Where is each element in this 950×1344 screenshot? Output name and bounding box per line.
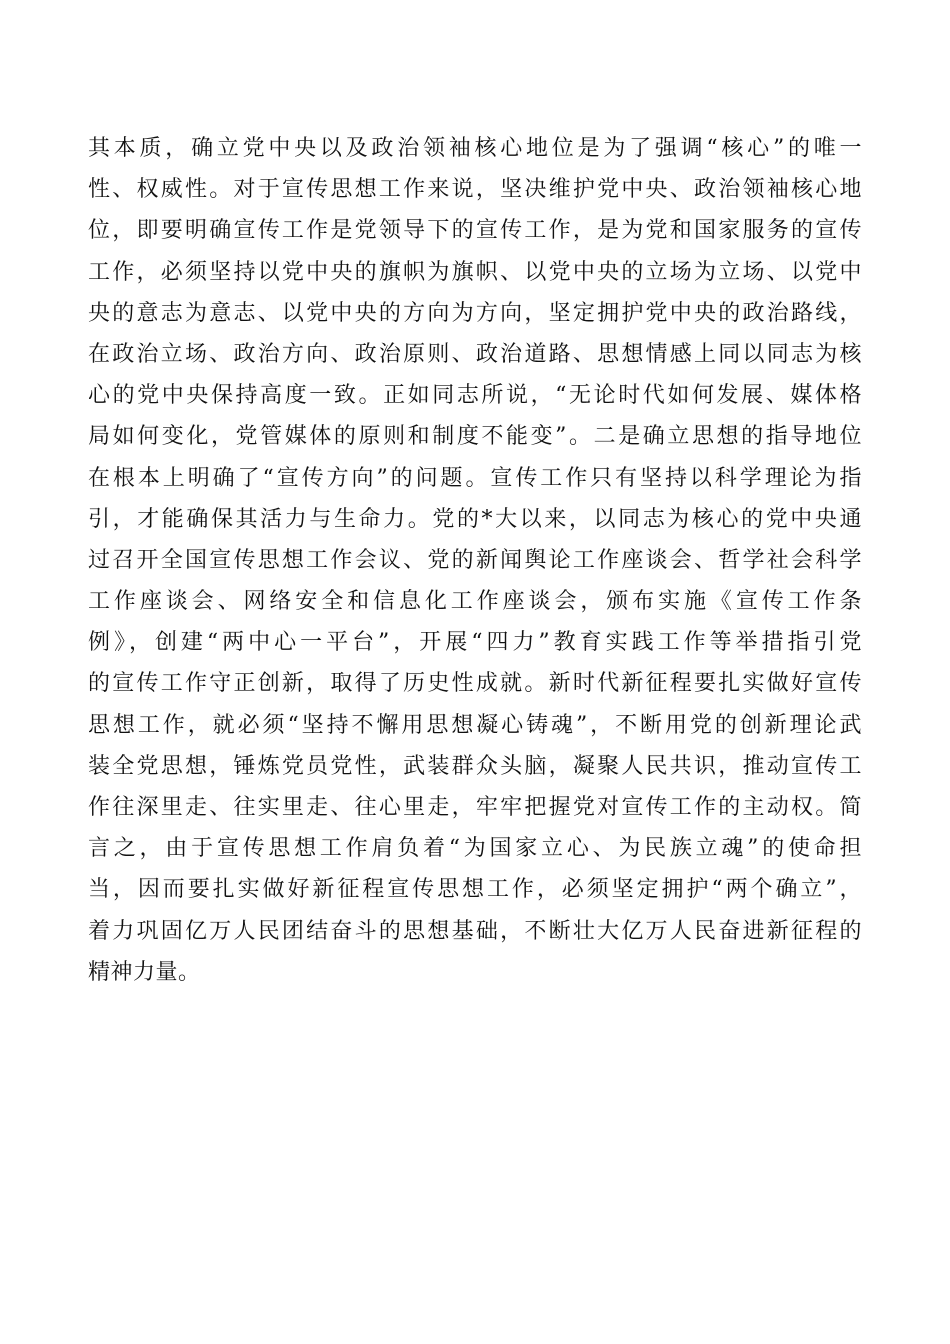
text-line: 工作，必须坚持以党中央的旗帜为旗帜、以党中央的立场为立场、以党中 bbox=[88, 259, 862, 285]
text-line: 的宣传工作守正创新，取得了历史性成就。新时代新征程要扎实做好宣传 bbox=[88, 671, 862, 697]
text-line: 央的意志为意志、以党中央的方向为方向，坚定拥护党中央的政治路线， bbox=[88, 300, 862, 326]
text-line: 思想工作，就必须“坚持不懈用思想凝心铸魂”，不断用党的创新理论武 bbox=[88, 712, 862, 738]
text-line: 过召开全国宣传思想工作会议、党的新闻舆论工作座谈会、哲学社会科学 bbox=[88, 547, 862, 573]
text-line: 位，即要明确宣传工作是党领导下的宣传工作，是为党和国家服务的宣传 bbox=[88, 218, 862, 244]
text-line: 心的党中央保持高度一致。正如同志所说，“无论时代如何发展、媒体格 bbox=[88, 383, 862, 409]
text-line: 在政治立场、政治方向、政治原则、政治道路、思想情感上同以同志为核 bbox=[88, 341, 862, 367]
text-line: 装全党思想，锤炼党员党性，武装群众头脑，凝聚人民共识，推动宣传工 bbox=[88, 753, 862, 779]
body-paragraph bbox=[88, 128, 862, 993]
text-line-last: 精神力量。 bbox=[88, 959, 201, 985]
text-line: 作往深里走、往实里走、往心里走，牢牢把握党对宣传工作的主动权。简 bbox=[88, 795, 862, 820]
text-line: 工作座谈会、网络安全和信息化工作座谈会，颁布实施《宣传工作条 bbox=[88, 589, 862, 615]
text-line: 例》，创建“两中心一平台”，开展“四力”教育实践工作等举措指引党 bbox=[88, 630, 862, 656]
text-line: 着力巩固亿万人民团结奋斗的思想基础，不断壮大亿万人民奋进新征程的 bbox=[88, 918, 862, 944]
text-line: 引，才能确保其活力与生命力。党的*大以来，以同志为核心的党中央通 bbox=[88, 506, 862, 532]
text-line: 其本质，确立党中央以及政治领袖核心地位是为了强调“核心”的唯一 bbox=[88, 136, 862, 161]
text-line: 当，因而要扎实做好新征程宣传思想工作，必须坚定拥护“两个确立”， bbox=[88, 877, 862, 903]
text-line: 言之，由于宣传思想工作肩负着“为国家立心、为民族立魂”的使命担 bbox=[88, 836, 862, 862]
text-line: 性、权威性。对于宣传思想工作来说，坚决维护党中央、政治领袖核心地 bbox=[88, 177, 862, 203]
text-line: 在根本上明确了“宣传方向”的问题。宣传工作只有坚持以科学理论为指 bbox=[88, 465, 862, 491]
text-line: 局如何变化，党管媒体的原则和制度不能变”。二是确立思想的指导地位 bbox=[88, 424, 862, 450]
